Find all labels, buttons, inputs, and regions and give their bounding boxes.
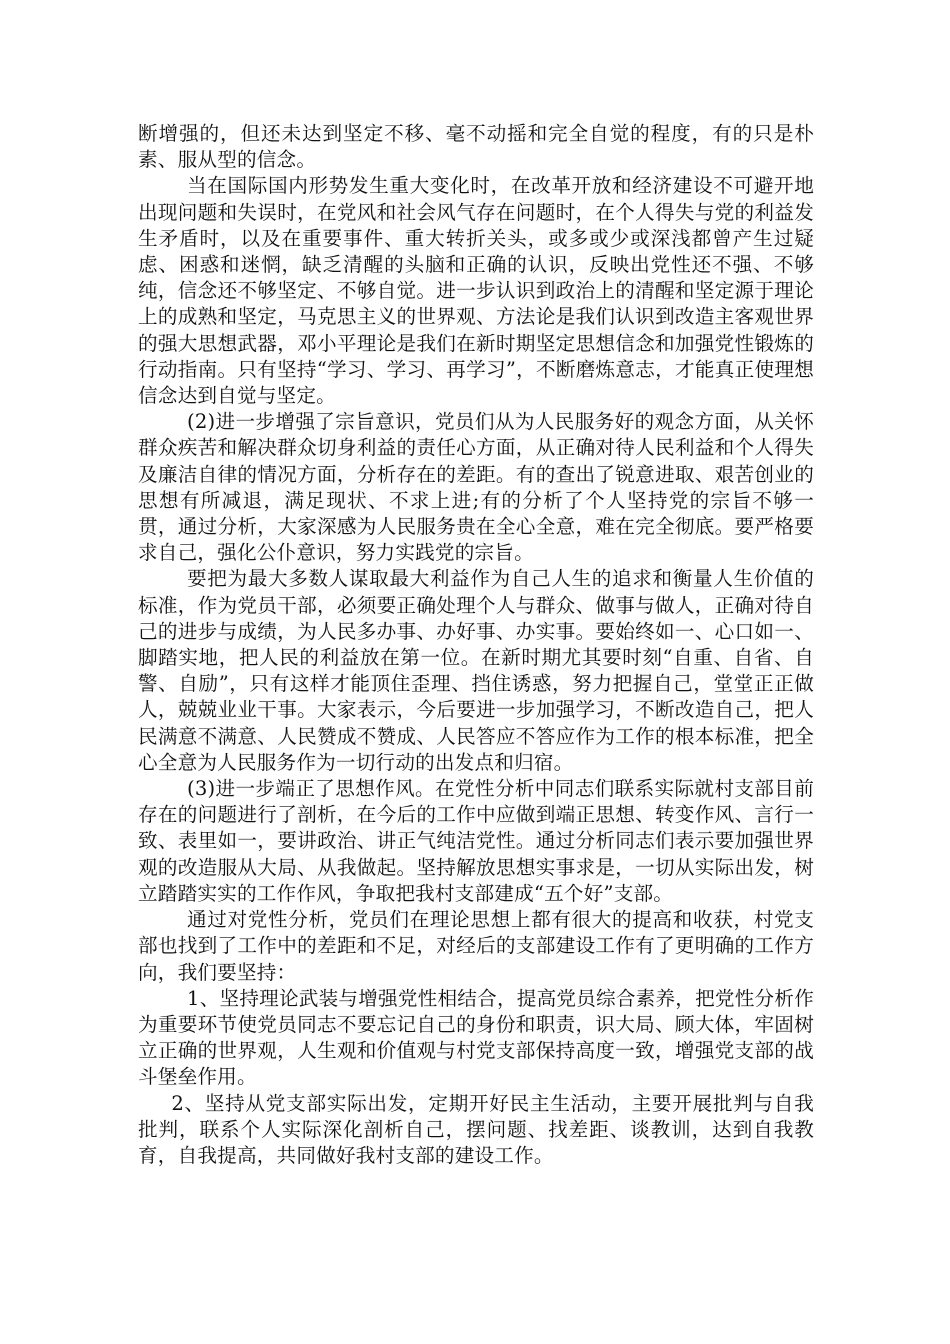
paragraph-thought-style: (3)进一步端正了思想作风。在党性分析中同志们联系实际就村支部目前存在的问题进行了剖析，在今后的工作中应做到端正思想、转变作风、言行一致、表里如一，要讲政治、讲正气纯洁党性。通过分析同志们表示要加强世界观的改造服从大局、从我做起。坚持解放思想实事求是，一切从实际出发，树立踏踏实实的工作作风，争取把我村支部建成“五个好”支部。 (138, 777, 814, 905)
paragraph-serve-people: 要把为最大多数人谋取最大利益作为自己人生的追求和衡量人生价值的标准，作为党员干部，必须要正确处理个人与群众、做事与做人，正确对待自己的进步与成绩，为人民多办事、办好事、办实事。要始终如一、心口如一、脚踏实地，把人民的利益放在第一位。在新时期尤其要时刻“自重、自省、自警、自励”，只有这样才能顶住歪理、挡住诱惑，努力把握自己，堂堂正正做人，兢兢业业干事。大家表示，今后要进一步加强学习，不断改造自己，把人民满意不满意、人民赞成不赞成、人民答应不答应作为工作的根本标准，把全心全意为人民服务作为一切行动的出发点和归宿。 (138, 567, 814, 774)
paragraph-belief-continuation: 断增强的，但还未达到坚定不移、毫不动摇和完全自觉的程度，有的只是朴素、服从型的信念。 (138, 122, 814, 172)
list-item-2: 2、坚持从党支部实际出发，定期开好民主生活动，主要开展批判与自我批判，联系个人实际深化剖析自己，摆问题、找差距、谈教训，达到自我教育，自我提高，共同做好我村支部的建设工作。 (138, 1091, 814, 1167)
paragraph-political-sobriety: 当在国际国内形势发生重大变化时，在改革开放和经济建设不可避开地出现问题和失误时，在党风和社会风气存在问题时，在个人得失与党的利益发生矛盾时，以及在重要事件、重大转折关头，或多或少或深浅都曾产生过疑虑、困惑和迷惘，缺乏清醒的头脑和正确的认识，反映出党性还不强、不够纯，信念还不够坚定、不够自觉。进一步认识到政治上的清醒和坚定源于理论上的成熟和坚定，马克思主义的世界观、方法论是我们认识到改造主客观世界的强大思想武器，邓小平理论是我们在新时期坚定思想信念和加强党性锻炼的行动指南。只有坚持“学习、学习、再学习”，不断磨炼意志，才能真正使理想信念达到自觉与坚定。 (138, 174, 814, 408)
list-item-1: 1、坚持理论武装与增强党性相结合，提高党员综合素养，把党性分析作为重要环节使党员同志不要忘记自己的身份和职责，识大局、顾大体，牢固树立正确的世界观，人生观和价值观与村党支部保持高度一致，增强党支部的战斗堡垒作用。 (138, 986, 814, 1089)
paragraph-purpose-awareness: (2)进一步增强了宗旨意识，党员们从为人民服务好的观念方面，从关怀群众疾苦和解决群众切身利益的责任心方面，从正确对待人民利益和个人得失及廉洁自律的情况方面，分析存在的差距。有的查出了锐意进取、艰苦创业的思想有所减退，满足现状、不求上进;有的分析了个人坚持党的宗旨不够一贯，通过分析，大家深感为人民服务贵在全心全意，难在完全彻底。要严格要求自己，强化公仆意识，努力实践党的宗旨。 (138, 410, 814, 565)
document-page (138, 121, 814, 1169)
paragraph-summary: 通过对党性分析，党员们在理论思想上都有很大的提高和收获，村党支部也找到了工作中的差距和不足，对经后的支部建设工作有了更明确的工作方向，我们要坚持： (138, 908, 814, 984)
